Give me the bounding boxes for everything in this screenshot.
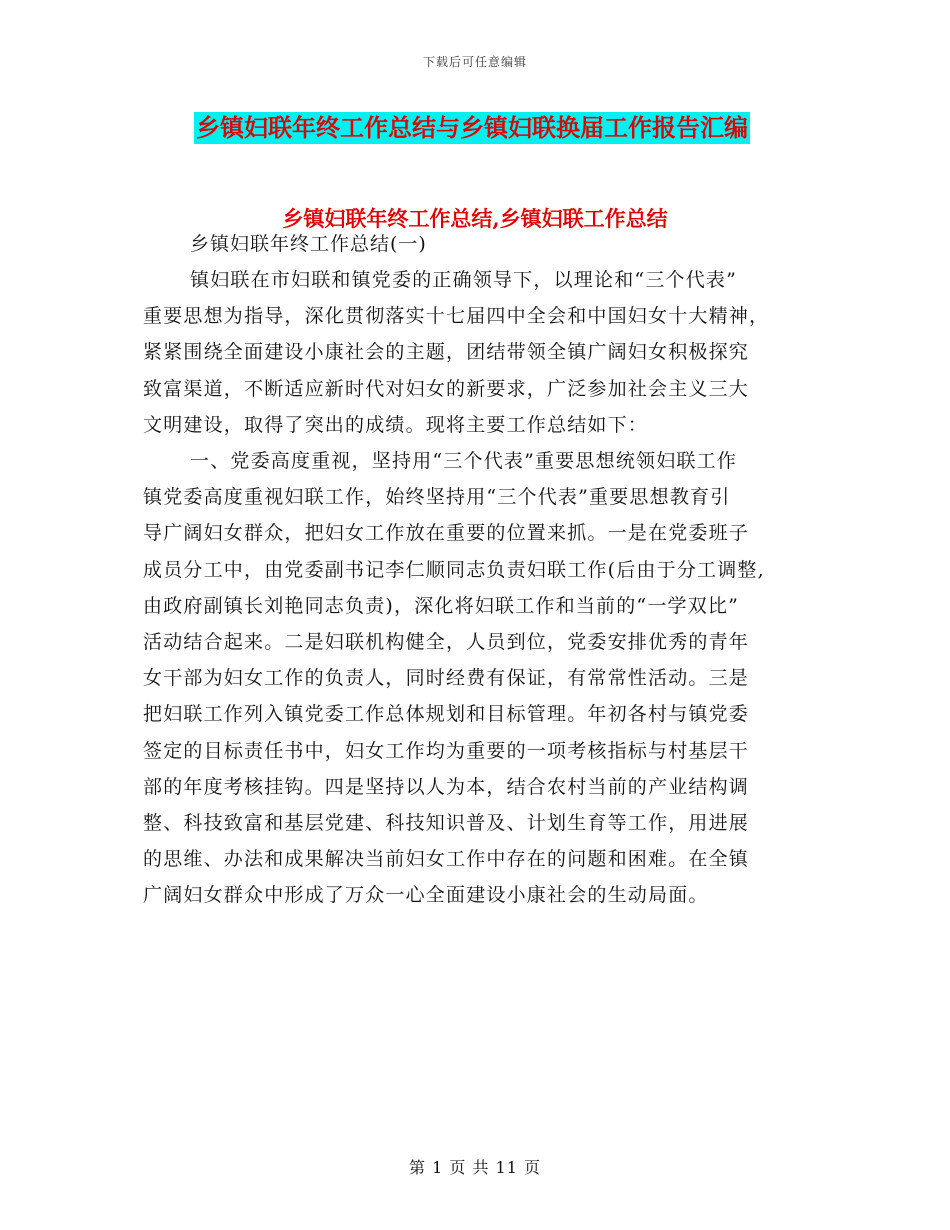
body-text <box>143 262 823 914</box>
body-line: 镇党委高度重视妇联工作，始终坚持用“三个代表”重要思想教育引 <box>143 486 731 509</box>
body-line: 重要思想为指导，深化贯彻落实十七届四中全会和中国妇女十大精神， <box>143 305 770 328</box>
body-line: 镇妇联在市妇联和镇党委的正确领导下，以理论和“三个代表” <box>190 269 738 291</box>
body-line: 活动结合起来。二是妇联机构健全，人员到位，党委安排优秀的青年 <box>143 631 750 654</box>
body-line: 紧紧围绕全面建设小康社会的主题，团结带领全镇广阔妇女积极探究 <box>143 341 750 364</box>
body-line: 成员分工中，由党委副书记李仁顺同志负责妇联工作(后由于分工调整, <box>143 558 765 581</box>
body-line: 致富渠道，不断适应新时代对妇女的新要求，广泛参加社会主义三大 <box>143 377 750 400</box>
document-title: 乡镇妇联年终工作总结与乡镇妇联换届工作报告汇编 <box>196 113 748 142</box>
body-line: 部的年度考核挂钩。四是坚持以人为本，结合农村当前的产业结构调 <box>143 775 750 798</box>
body-line: 把妇联工作列入镇党委工作总体规划和目标管理。年初各村与镇党委 <box>143 703 750 726</box>
body-line: 广阔妇女群众中形成了万众一心全面建设小康社会的生动局面。 <box>143 884 709 907</box>
body-line: 一、党委高度重视，坚持用“三个代表”重要思想统领妇联工作 <box>190 450 738 473</box>
header-note: 下载后可任意编辑 <box>422 55 527 69</box>
body-line: 签定的目标责任书中，妇女工作均为重要的一项考核指标与村基层干 <box>143 739 750 762</box>
body-line: 的思维、办法和成果解决当前妇女工作中存在的问题和困难。在全镇 <box>143 848 750 871</box>
section-title: 乡镇妇联年终工作总结,乡镇妇联工作总结 <box>282 206 668 231</box>
body-line: 女干部为妇女工作的负责人，同时经费有保证，有常常性活动。三是 <box>143 667 750 690</box>
subheading: 乡镇妇联年终工作总结(一) <box>190 233 427 255</box>
body-line: 文明建设，取得了突出的成绩。现将主要工作总结如下： <box>143 413 649 436</box>
body-line: 导广阔妇女群众，把妇女工作放在重要的位置来抓。一是在党委班子 <box>143 522 750 545</box>
body-line: 整、科技致富和基层党建、科技知识普及、计划生育等工作，用进展 <box>143 812 750 835</box>
page-footer: 第 1 页 共 11 页 <box>409 1158 541 1177</box>
body-line: 由政府副镇长刘艳同志负责)，深化将妇联工作和当前的“一学双比” <box>143 594 740 617</box>
